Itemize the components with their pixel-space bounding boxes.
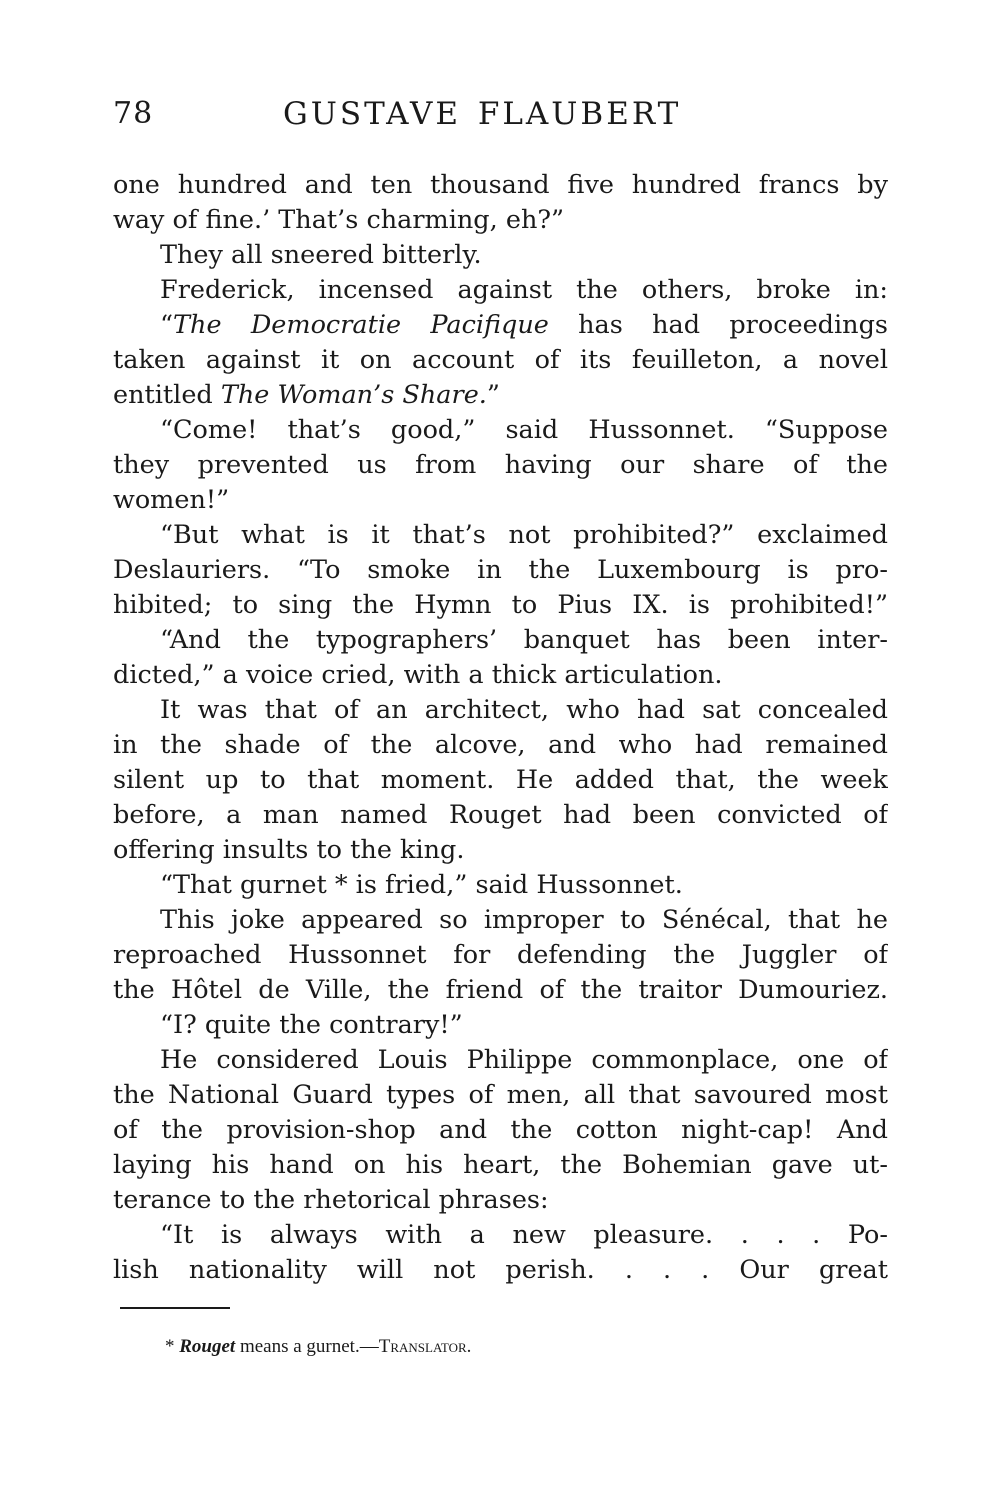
body-text <box>113 168 888 1288</box>
footnote-marker: * <box>165 1336 180 1357</box>
line-text: It was that of an architect, who had sat concealed <box>160 695 888 725</box>
line-text: in the shade of the alcove, and who had remained <box>113 730 888 760</box>
line-text: way of fine.’ That’s charming, eh?” <box>113 205 565 235</box>
text-line <box>113 238 888 273</box>
text-line <box>113 938 888 973</box>
text-line <box>113 1078 888 1113</box>
line-text: entitled <box>113 380 221 410</box>
line-text: ” <box>486 380 500 410</box>
text-line <box>113 518 888 553</box>
text-line <box>113 1148 888 1183</box>
line-text: “ <box>160 310 174 340</box>
running-head-title: GUSTAVE FLAUBERT <box>283 96 682 132</box>
text-line <box>113 413 888 448</box>
line-text: “It is always with a new pleasure. . . . Po- <box>160 1220 888 1250</box>
line-text: This joke appeared so improper to Sénécal, that he <box>160 905 888 935</box>
text-line <box>113 1218 888 1253</box>
page-number: 78 <box>113 96 154 131</box>
text-line <box>113 868 888 903</box>
text-line <box>113 588 888 623</box>
text-line <box>113 658 888 693</box>
line-text: hibited; to sing the Hymn to Pius IX. is prohibited!” <box>113 590 888 620</box>
text-line <box>113 343 888 378</box>
line-text: before, a man named Rouget had been convicted of <box>113 800 888 830</box>
running-header <box>113 96 888 140</box>
text-line <box>113 1183 888 1218</box>
line-text: taken against it on account of its feuilleton, a novel <box>113 345 888 375</box>
text-line <box>113 1043 888 1078</box>
line-text: Frederick, incensed against the others, broke in: <box>160 275 888 305</box>
italic-title: The Woman’s Share. <box>220 380 487 410</box>
text-line <box>113 903 888 938</box>
text-line <box>113 693 888 728</box>
line-text: of the provision-shop and the cotton night-cap! And <box>113 1115 888 1145</box>
line-text: They all sneered bitterly. <box>160 240 482 270</box>
text-line <box>113 1113 888 1148</box>
line-text: “And the typographers’ banquet has been inter- <box>160 625 888 655</box>
footnote <box>165 1334 471 1360</box>
text-line <box>113 973 888 1008</box>
footnote-term: Rouget <box>179 1336 236 1357</box>
text-line <box>113 203 888 238</box>
line-text: “That gurnet * is fried,” said Hussonnet. <box>160 870 683 900</box>
line-text: lish nationality will not perish. . . . Our great <box>113 1255 888 1285</box>
line-text: silent up to that moment. He added that, the week <box>113 765 888 795</box>
text-line <box>113 273 888 308</box>
line-text: one hundred and ten thousand five hundred francs by <box>113 170 888 200</box>
text-line <box>113 168 888 203</box>
line-text: the National Guard types of men, all that savoured most <box>113 1080 888 1110</box>
text-line <box>113 308 888 343</box>
line-text: reproached Hussonnet for defending the Juggler of <box>113 940 888 970</box>
line-text: the Hôtel de Ville, the friend of the traitor Dumouriez. <box>113 975 888 1005</box>
line-text: Deslauriers. “To smoke in the Luxembourg is pro- <box>113 555 888 585</box>
text-line <box>113 833 888 868</box>
line-text: women!” <box>113 485 230 515</box>
line-text: laying his hand on his heart, the Bohemian gave ut- <box>113 1150 888 1180</box>
text-line <box>113 1008 888 1043</box>
text-line <box>113 378 888 413</box>
line-text: terance to the rhetorical phrases: <box>113 1185 549 1215</box>
text-line <box>113 623 888 658</box>
text-line <box>113 1253 888 1288</box>
footnote-attribution: Translator. <box>378 1336 472 1357</box>
line-text: “I? quite the contrary!” <box>160 1010 463 1040</box>
footnote-text: means a gurnet.— <box>235 1336 379 1357</box>
text-line <box>113 728 888 763</box>
text-line <box>113 763 888 798</box>
text-line <box>113 798 888 833</box>
line-text: offering insults to the king. <box>113 835 465 865</box>
text-line <box>113 448 888 483</box>
line-text: has had proceedings <box>548 310 888 340</box>
line-text: dicted,” a voice cried, with a thick articulation. <box>113 660 723 690</box>
line-text: they prevented us from having our share of the <box>113 450 888 480</box>
italic-title: The Democratie Pacifique <box>173 310 549 340</box>
footnote-rule <box>120 1307 230 1309</box>
text-line <box>113 553 888 588</box>
line-text: He considered Louis Philippe commonplace, one of <box>160 1045 888 1075</box>
text-line <box>113 483 888 518</box>
line-text: “Come! that’s good,” said Hussonnet. “Suppose <box>160 415 888 445</box>
line-text: “But what is it that’s not prohibited?” exclaimed <box>160 520 888 550</box>
